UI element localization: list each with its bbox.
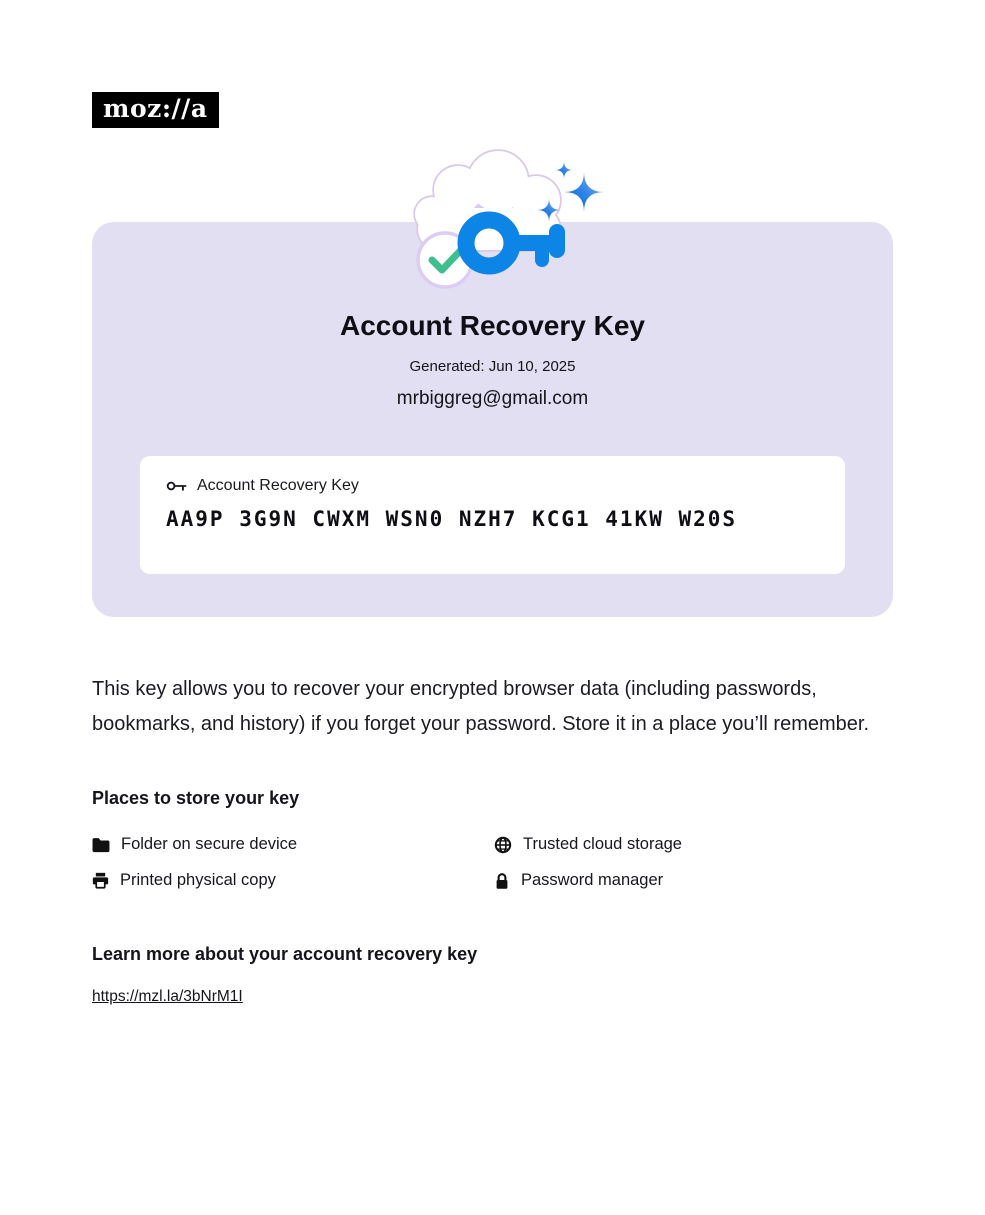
recovery-key-code: AA9P 3G9N CWXM WSN0 NZH7 KCG1 41KW W20S [166, 507, 738, 531]
mozilla-logo [92, 92, 219, 128]
generated-date: Generated: Jun 10, 2025 [409, 358, 576, 375]
lock-icon [494, 872, 510, 890]
folder-icon [92, 837, 110, 853]
cloud-key-illustration [406, 148, 606, 296]
storage-item-label: Password manager [521, 871, 664, 889]
main-content [92, 672, 897, 1006]
storage-heading: Places to store your key [92, 788, 300, 808]
hero-card [92, 222, 893, 617]
printer-icon [92, 872, 109, 889]
storage-item-password-manager [494, 871, 897, 890]
storage-item-label: Printed physical copy [120, 871, 276, 889]
learn-more-link[interactable]: https://mzl.la/3bNrM1I [92, 988, 243, 1005]
account-email: mrbiggreg@gmail.com [396, 388, 589, 409]
storage-item-label: Folder on secure device [121, 835, 298, 853]
storage-item-folder [92, 835, 494, 854]
recovery-key-card [140, 456, 845, 574]
globe-icon [494, 836, 512, 854]
mozilla-logo-text: moz://a [103, 94, 208, 123]
page-title: Account Recovery Key [339, 310, 645, 341]
storage-item-cloud [494, 835, 897, 854]
learn-more-heading: Learn more about your account recovery key [92, 944, 478, 964]
storage-options-grid [92, 835, 897, 890]
description-text: This key allows you to recover your encrypted browser data (including passwords, bookmarks, and history) if you forget your password. Store it in a place you’ll remember. [92, 678, 870, 735]
key-icon [166, 479, 188, 493]
recovery-key-label: Account Recovery Key [197, 477, 359, 494]
storage-item-label: Trusted cloud storage [523, 835, 682, 853]
storage-item-print [92, 871, 494, 890]
